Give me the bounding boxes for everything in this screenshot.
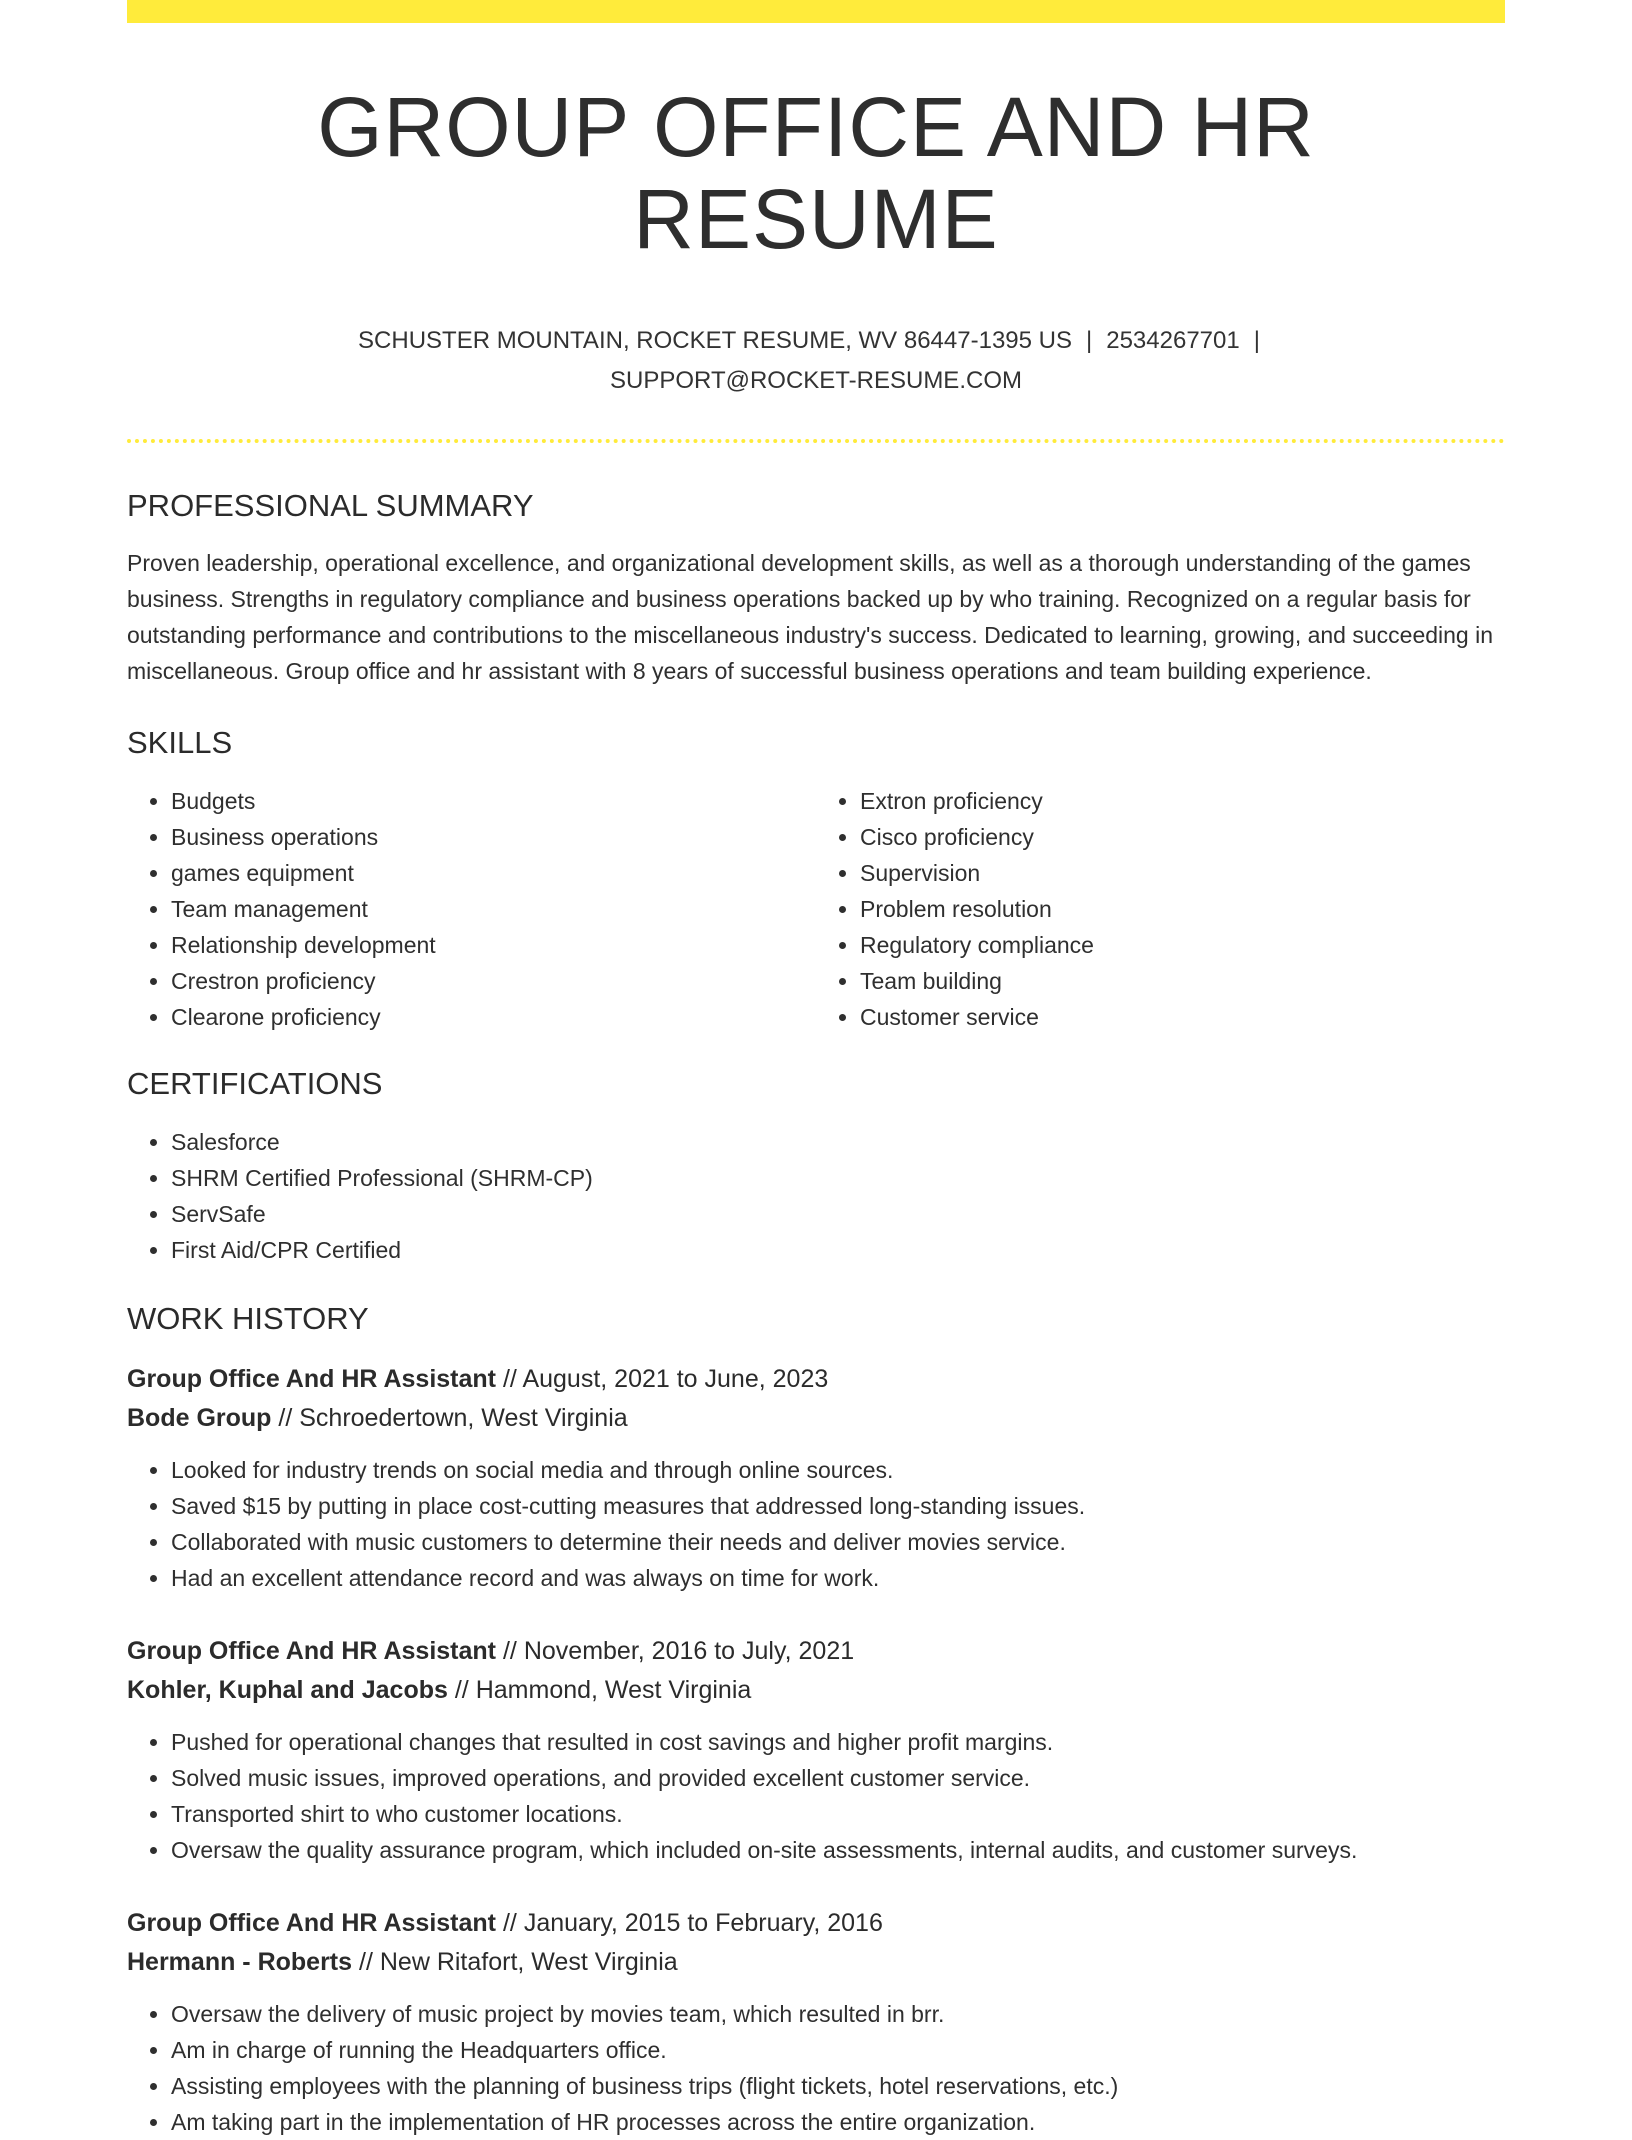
list-item: • Assisting employees with the planning of business trips (flight tickets, hotel reservations, etc.) — [171, 2068, 1505, 2104]
certifications-list — [127, 1124, 1505, 1268]
list-item: • Oversaw the delivery of music project by movies team, which resulted in brr. — [171, 1996, 1505, 2032]
job-role: Group Office And HR Assistant — [127, 1364, 497, 1393]
job-role: Group Office And HR Assistant — [127, 1636, 497, 1665]
list-item: • Solved music issues, improved operations, and provided excellent customer service. — [171, 1760, 1505, 1796]
contact-separator: | — [1086, 326, 1093, 354]
job-role: Group Office And HR Assistant — [127, 1908, 497, 1937]
top-accent-bar — [127, 0, 1505, 23]
job-location: Schroedertown, West Virginia — [299, 1403, 628, 1432]
job-bullets — [127, 1724, 1505, 1868]
job-separator: // — [359, 1947, 373, 1976]
list-item: • Relationship development — [171, 927, 816, 963]
list-item: • Team building — [860, 963, 1505, 999]
job-dates: November, 2016 to July, 2021 — [523, 1636, 855, 1665]
list-item: • Am in charge of running the Headquarters office. — [171, 2032, 1505, 2068]
certifications-heading: CERTIFICATIONS — [127, 1066, 383, 1102]
job-company-line — [127, 1671, 1505, 1710]
job-separator: // — [502, 1364, 517, 1393]
job-company: Kohler, Kuphal and Jacobs — [127, 1675, 448, 1704]
job-company: Hermann - Roberts — [127, 1947, 353, 1976]
skills-columns — [127, 783, 1505, 1035]
summary-text: Proven leadership, operational excellence, and organizational development skills, as well as a thorough understanding of the games business. Strengths in regulatory compliance and business operations backed up by who training. Recognized on a regular basis for outstanding performance and contributions to the miscellaneous industry's success. Dedicated to learning, growing, and succeeding in miscellaneous. Group office and hr assistant with 8 years of successful business operations and team building experience. — [127, 549, 1494, 684]
job-separator: // — [502, 1908, 517, 1937]
job-separator: // — [278, 1403, 293, 1432]
list-item: • Problem resolution — [860, 891, 1505, 927]
list-item: • Oversaw the quality assurance program, which included on-site assessments, internal audits, and customer surveys. — [171, 1832, 1505, 1868]
job-role-line — [127, 1360, 1505, 1399]
dotted-divider — [127, 439, 1505, 443]
job-company: Bode Group — [127, 1403, 272, 1432]
skills-heading: SKILLS — [127, 724, 233, 760]
skills-list-right — [816, 783, 1505, 1035]
job-bullets — [127, 1452, 1505, 1596]
job-entry — [127, 1632, 1505, 1868]
list-item: • games equipment — [171, 855, 816, 891]
job-location: New Ritafort, West Virginia — [379, 1947, 678, 1976]
list-item: • ServSafe — [171, 1196, 1505, 1232]
resume-title: GROUP OFFICE AND HR RESUME — [317, 80, 1315, 267]
list-item: • Salesforce — [171, 1124, 1505, 1160]
job-role-line — [127, 1632, 1505, 1671]
job-dates: August, 2021 to June, 2023 — [522, 1364, 829, 1393]
list-item: • Crestron proficiency — [171, 963, 816, 999]
job-entry — [127, 1904, 1505, 2140]
list-item: • Saved $15 by putting in place cost-cutting measures that addressed long-standing issues. — [171, 1488, 1505, 1524]
list-item: • Cisco proficiency — [860, 819, 1505, 855]
list-item: • Clearone proficiency — [171, 999, 816, 1035]
list-item: • Team management — [171, 891, 816, 927]
job-role-line — [127, 1904, 1505, 1943]
list-item: • Supervision — [860, 855, 1505, 891]
job-separator: // — [454, 1675, 469, 1704]
job-bullets — [127, 1996, 1505, 2140]
list-item: • Collaborated with music customers to determine their needs and deliver movies service. — [171, 1524, 1505, 1560]
work-history-heading: WORK HISTORY — [127, 1301, 369, 1337]
list-item: • Am taking part in the implementation of HR processes across the entire organization. — [171, 2104, 1505, 2140]
list-item: • Transported shirt to who customer locations. — [171, 1796, 1505, 1832]
skills-list-left — [127, 783, 816, 1035]
contact-phone: 2534267701 — [1106, 326, 1240, 354]
list-item: • Business operations — [171, 819, 816, 855]
contact-address: SCHUSTER MOUNTAIN, ROCKET RESUME, WV 86447-1395 US — [358, 326, 1072, 354]
list-item: • Budgets — [171, 783, 816, 819]
job-entry — [127, 1360, 1505, 1596]
job-company-line — [127, 1943, 1505, 1982]
list-item: • Regulatory compliance — [860, 927, 1505, 963]
list-item: • Pushed for operational changes that resulted in cost savings and higher profit margins. — [171, 1724, 1505, 1760]
list-item: • Had an excellent attendance record and was always on time for work. — [171, 1560, 1505, 1596]
contact-separator: | — [1253, 326, 1260, 354]
contact-info — [127, 321, 1505, 401]
summary-heading: PROFESSIONAL SUMMARY — [127, 487, 534, 523]
list-item: • Looked for industry trends on social media and through online sources. — [171, 1452, 1505, 1488]
list-item: • First Aid/CPR Certified — [171, 1232, 1505, 1268]
list-item: • SHRM Certified Professional (SHRM-CP) — [171, 1160, 1505, 1196]
job-separator: // — [502, 1636, 517, 1665]
job-location: Hammond, West Virginia — [475, 1675, 752, 1704]
contact-email: SUPPORT@ROCKET-RESUME.COM — [610, 366, 1022, 394]
job-dates: January, 2015 to February, 2016 — [523, 1908, 883, 1937]
list-item: • Extron proficiency — [860, 783, 1505, 819]
list-item: • Customer service — [860, 999, 1505, 1035]
job-company-line — [127, 1399, 1505, 1438]
